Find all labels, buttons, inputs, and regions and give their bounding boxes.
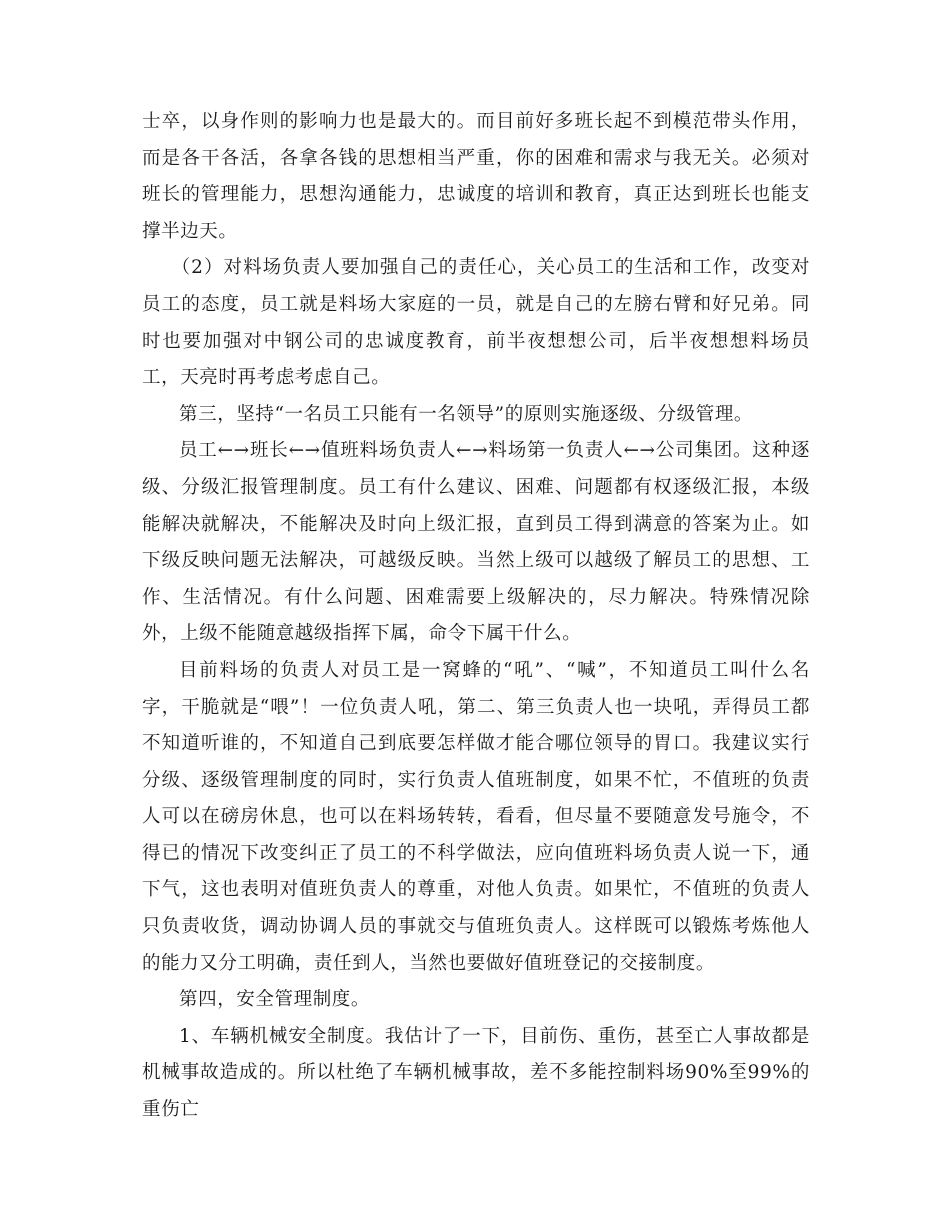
paragraph-duty-manager: 目前料场的负责人对员工是一窝蜂的“吼”、“喊”，不知道员工叫什么名字，干脆就是“喂”！一位负责人吼，第二、第三负责人也一块吼，弄得员工都不知道听谁的，不知道自己到底要怎样做才能合哪位领导的胃口。我建议实行分级、逐级管理制度的同时，实行负责人值班制度，如果不忙，不值班的负责人可以在磅房休息，也可以在料场转转，看看，但尽量不要随意发号施令，不得已的情况下改变纠正了员工的不科学做法，应向值班料场负责人说一下，通下气，这也表明对值班负责人的尊重，对他人负责。如果忙，不值班的负责人只负责收货，调动协调人员的事就交与值班负责人。这样既可以锻炼考炼他人的能力又分工明确，责任到人，当然也要做好值班登记的交接制度。 (142, 659, 810, 974)
paragraph-reporting-chain: 员工←→班长←→值班料场负责人←→料场第一负责人←→公司集团。这种逐级、分级汇报管理制度。员工有什么建议、困难、问题都有权逐级汇报，本级能解决就解决，不能解决及时向上级汇报，直到员工得到满意的答案为止。如下级反映问题无法解决，可越级反映。当然上级可以越级了解员工的思想、工作、生活情况。有什么问题、困难需要上级解决的，尽力解决。特殊情况除外，上级不能随意越级指挥下属，命令下属干什么。 (142, 440, 810, 645)
document-body (142, 104, 810, 1129)
paragraph-vehicle-safety: 1、车辆机械安全制度。我估计了一下，目前伤、重伤，甚至亡人事故都是机械事故造成的。所以杜绝了车辆机械事故，差不多能控制料场90%至99%的重伤亡 (142, 1025, 810, 1121)
paragraph-continuation: 士卒，以身作则的影响力也是最大的。而目前好多班长起不到模范带头作用，而是各干各活，各拿各钱的思想相当严重，你的困难和需求与我无关。必须对班长的管理能力，思想沟通能力，忠诚度的培训和教育，真正达到班长也能支撑半边天。 (142, 111, 810, 242)
paragraph-section-four-heading: 第四，安全管理制度。 (179, 989, 371, 1011)
paragraph-section-three-heading: 第三，坚持“一名员工只能有一名领导”的原则实施逐级、分级管理。 (179, 403, 754, 425)
paragraph-point-2: （2）对料场负责人要加强自己的责任心，关心员工的生活和工作，改变对员工的态度，员工就是料场大家庭的一员，就是自己的左膀右臂和好兄弟。同时也要加强对中钢公司的忠诚度教育，前半夜想想公司，后半夜想想料场员工，天亮时再考虑考虑自己。 (142, 257, 810, 389)
